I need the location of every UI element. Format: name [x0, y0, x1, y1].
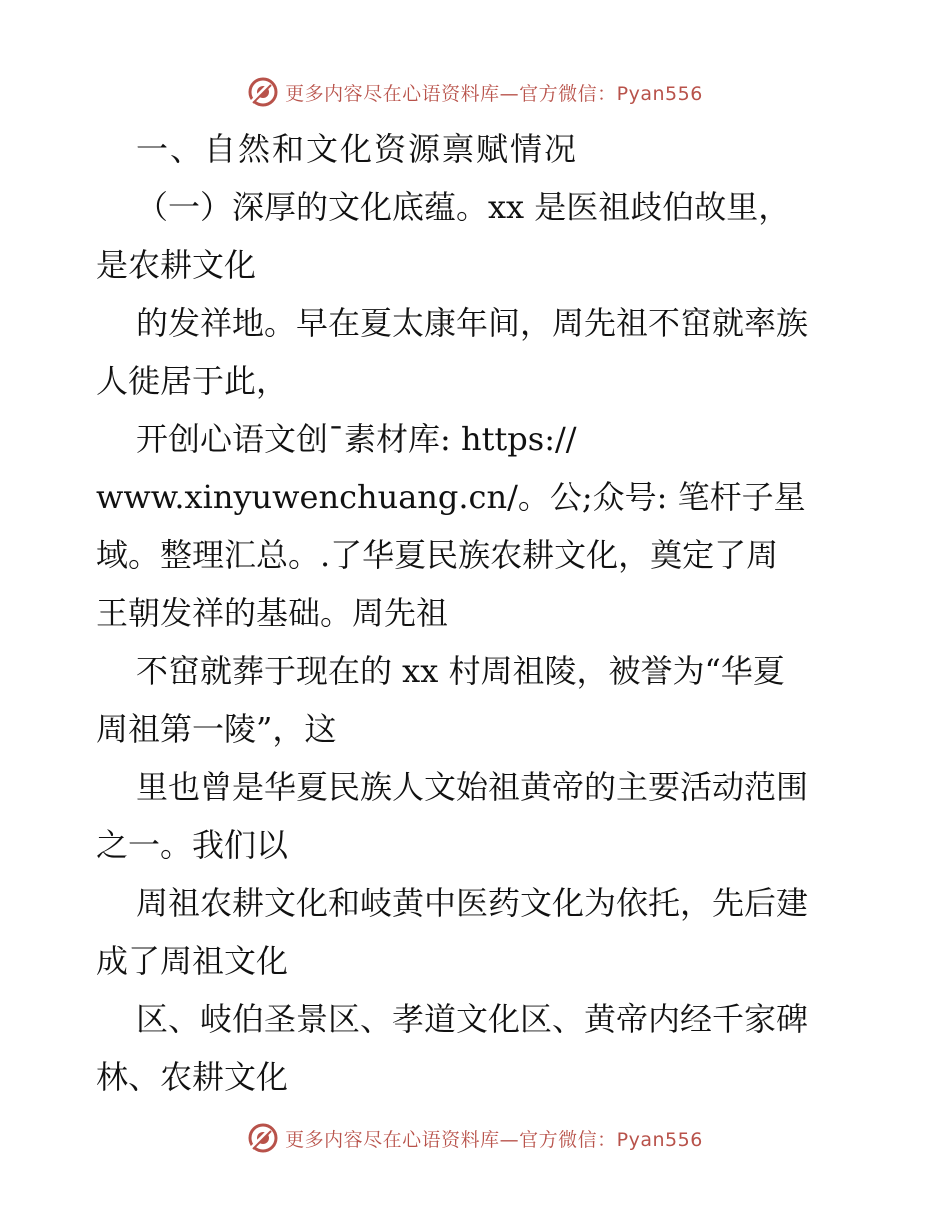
section-heading: 一、自然和文化资源禀赋情况 [136, 130, 579, 168]
paragraph-line: 是农耕文化 [96, 246, 257, 284]
banner-text: 更多内容尽在心语资料库—官方微信：Pyan556 [285, 1128, 703, 1151]
brand-logo-icon [247, 1122, 279, 1154]
paragraph-line: 开创心语文创¯素材库: https:// [136, 420, 577, 458]
paragraph-line: 里也曾是华夏民族人文始祖黄帝的主要活动范围 [136, 768, 809, 806]
paragraph-line: 成了周祖文化 [96, 942, 289, 980]
footer-watermark-banner [0, 1118, 950, 1158]
paragraph-line: 周祖农耕文化和岐黄中医药文化为依托，先后建 [136, 884, 809, 922]
paragraph-line: 不窋就葬于现在的 xx 村周祖陵，被誉为“华夏 [136, 652, 785, 690]
paragraph-line: 周祖第一陵”，这 [96, 710, 337, 748]
banner-text: 更多内容尽在心语资料库—官方微信：Pyan556 [285, 82, 703, 105]
paragraph-line: 之一。我们以 [96, 826, 289, 864]
paragraph-line: （一）深厚的文化底蕴。xx 是医祖歧伯故里， [136, 188, 791, 226]
document-body [96, 120, 856, 1106]
brand-logo-icon [247, 76, 279, 108]
header-watermark-banner [0, 72, 950, 112]
paragraph-line: 人徙居于此， [96, 362, 289, 400]
paragraph-line: www.xinyuwenchuang.cn/。公;众号: 笔杆子星 [96, 478, 806, 516]
paragraph-line: 域。整理汇总。.了华夏民族农耕文化，奠定了周 [96, 536, 779, 574]
paragraph-line: 王朝发祥的基础。周先祖 [96, 594, 449, 632]
paragraph-line: 区、岐伯圣景区、孝道文化区、黄帝内经千家碑 [136, 1000, 809, 1038]
paragraph-line: 林、农耕文化 [96, 1058, 289, 1096]
paragraph-line: 的发祥地。早在夏太康年间，周先祖不窋就率族 [136, 304, 809, 342]
